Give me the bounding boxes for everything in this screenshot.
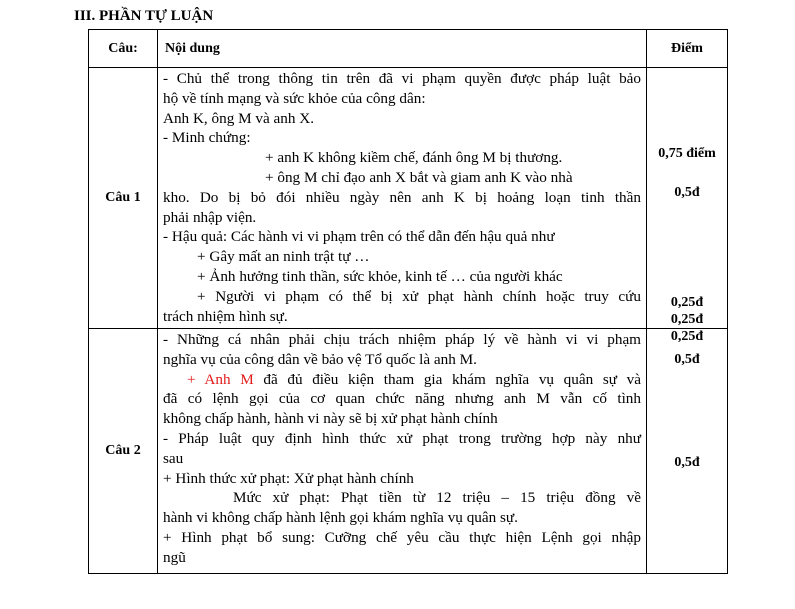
- score-cell-2: [647, 329, 728, 574]
- table-row-cau-1: [89, 68, 728, 329]
- answer-line: đã có lệnh gọi của cơ quan chức năng nhưng anh M vẫn cố tình: [163, 390, 641, 408]
- header-diem: Điểm: [647, 30, 728, 68]
- answer-line: không chấp hành, hành vi này sẽ bị xử phạt hành chính: [163, 410, 498, 428]
- answer-line: Mức xử phạt: Phạt tiền từ 12 triệu – 15 triệu đồng về: [233, 489, 641, 507]
- answer-line: - Hậu quả: Các hành vi vi phạm trên có thể dẫn đến hậu quả như: [163, 228, 555, 246]
- score-value: 0,75 điểm: [658, 146, 716, 161]
- score-cell-1: [647, 68, 728, 344]
- answer-line: + Người vi phạm có thể bị xử phạt hành chính hoặc truy cứu: [197, 287, 641, 305]
- question-label-2: Câu 2: [89, 329, 158, 574]
- score-value: 0,25đ: [670, 295, 704, 310]
- score-value: 0,5đ: [674, 185, 700, 200]
- answer-line: + Hình phạt bổ sung: Cưỡng chế yêu cầu thực hiện Lệnh gọi nhập: [163, 528, 641, 546]
- header-row: [89, 30, 728, 68]
- answer-line: + anh K không kiềm chế, đánh ông M bị thương.: [265, 149, 563, 167]
- answer-line: + Hình thức xử phạt: Xử phạt hành chính: [163, 469, 414, 487]
- answer-line: kho. Do bị bỏ đói nhiều ngày nên anh K bị hoảng loạn tinh thần: [163, 188, 641, 206]
- answer-line: nghĩa vụ của công dân về bảo vệ Tổ quốc là anh M.: [163, 350, 477, 368]
- answer-content-1: [158, 68, 647, 329]
- section-title: III. PHẦN TỰ LUẬN: [74, 8, 214, 24]
- score-value: 0,25đ: [670, 329, 704, 344]
- answer-line: - Những cá nhân phải chịu trách nhiệm pháp lý về hành vi vi phạm: [163, 331, 641, 348]
- highlighted-name: + Anh M: [187, 370, 254, 388]
- answer-line: hộ về tính mạng và sức khỏe của công dân:: [163, 89, 426, 107]
- answer-line: - Minh chứng:: [163, 129, 251, 147]
- answer-line: - Chủ thể trong thông tin trên đã vi phạm quyền được pháp luật bảo: [163, 70, 641, 87]
- answer-line-rest: đã đủ điều kiện tham gia khám nghĩa vụ quân sự và: [263, 370, 641, 388]
- answer-line: trách nhiệm hình sự.: [163, 307, 288, 325]
- score-value: 0,25đ: [670, 312, 704, 327]
- question-label-1: Câu 1: [89, 68, 158, 329]
- header-noi-dung: Nội dung: [158, 30, 647, 68]
- answer-content-2: [158, 329, 647, 574]
- answer-line: - Pháp luật quy định hình thức xử phạt trong trường hợp này như: [163, 429, 641, 447]
- answer-line: hành vi không chấp hành lệnh gọi khám nghĩa vụ quân sự.: [163, 509, 518, 527]
- header-cau: Câu:: [89, 30, 158, 68]
- answer-table: [88, 29, 728, 574]
- answer-line-with-highlight: [163, 370, 641, 390]
- answer-line: + ông M chỉ đạo anh X bắt và giam anh K vào nhà: [265, 168, 573, 186]
- table-row-cau-2: [89, 329, 728, 574]
- score-value: 0,5đ: [674, 455, 700, 470]
- answer-line: + Gây mất an ninh trật tự …: [197, 248, 370, 266]
- answer-line: sau: [163, 449, 184, 467]
- answer-line: + Ảnh hưởng tinh thần, sức khỏe, kinh tế … của người khác: [197, 267, 563, 285]
- answer-line: ngũ: [163, 548, 186, 566]
- score-value: 0,5đ: [674, 352, 700, 367]
- answer-line: phải nhập viện.: [163, 208, 257, 226]
- answer-line: Anh K, ông M và anh X.: [163, 109, 315, 127]
